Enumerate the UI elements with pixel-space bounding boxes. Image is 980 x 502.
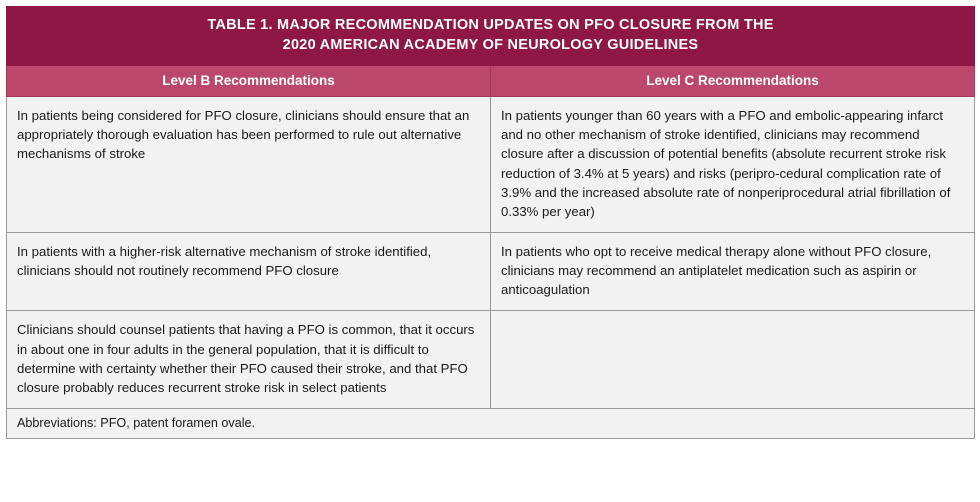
table-row: [7, 311, 975, 409]
cell-level-b-1: In patients being considered for PFO closure, clinicians should ensure that an appropriately thorough evaluation has been performed to rule out alternative mechanisms of stroke: [7, 97, 491, 233]
cell-level-c-1: In patients younger than 60 years with a PFO and embolic-appearing infarct and no other mechanism of stroke identified, clinicians may recommend closure after a discussion of potential benefits (absolute recurrent stroke risk reduction of 3.4% at 5 years) and risks (peripro-cedural complication rate of 3.9% and the increased absolute rate of nonperiprocedural atrial fibrillation of 0.33% per year): [491, 97, 975, 233]
cell-level-c-2: In patients who opt to receive medical therapy alone without PFO closure, clinicians may recommend an antiplatelet medication such as aspirin or anticoagulation: [491, 232, 975, 310]
table-title-line-1: TABLE 1. MAJOR RECOMMENDATION UPDATES ON PFO CLOSURE FROM THE: [207, 17, 774, 33]
cell-level-b-3: Clinicians should counsel patients that having a PFO is common, that it occurs in about one in four adults in the general population, that it is difficult to determine with certainty whether their PFO caused their stroke, and that PFO closure probably reduces recurrent stroke risk in select patients: [7, 311, 491, 409]
cell-level-c-3: [491, 311, 975, 409]
pfo-recommendations-table: [6, 6, 975, 439]
cell-level-b-2: In patients with a higher-risk alternative mechanism of stroke identified, clinicians should not routinely recommend PFO closure: [7, 232, 491, 310]
table-title-row: [7, 7, 975, 66]
table-row: [7, 97, 975, 233]
column-header-level-c: Level C Recommendations: [491, 66, 975, 97]
table-footnote: Abbreviations: PFO, patent foramen ovale.: [7, 408, 975, 438]
column-header-level-b: Level B Recommendations: [7, 66, 491, 97]
table-title: [7, 7, 975, 66]
table-header-row: [7, 66, 975, 97]
table-title-line-2: 2020 AMERICAN ACADEMY OF NEUROLOGY GUIDELINES: [282, 36, 699, 53]
table-footnote-row: [7, 408, 975, 438]
table-row: [7, 232, 975, 310]
